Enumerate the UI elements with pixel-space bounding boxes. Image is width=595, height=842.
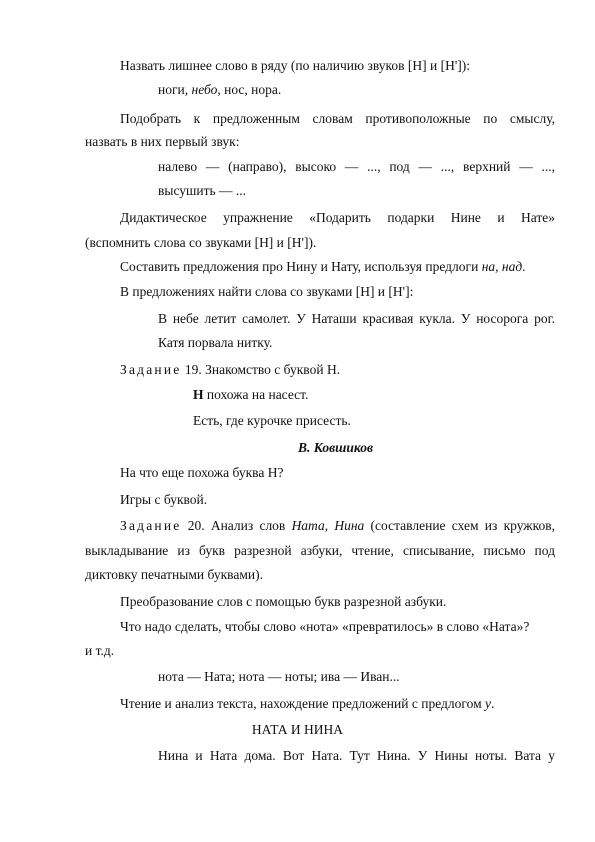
text: 19. Знакомство с буквой Н.: [181, 362, 341, 377]
task-heading: [120, 518, 555, 534]
text: похожа на насест.: [203, 387, 309, 402]
text: диктовку печатными буквами).: [85, 567, 263, 582]
paragraph-line: [120, 111, 555, 127]
text: Что надо сделать, чтобы слово «нота» «превратилось» в слово «Ната»?: [120, 619, 530, 634]
italic-word: Ната, Нина: [291, 518, 365, 533]
task-heading: [120, 362, 340, 378]
text: (составление схем из кружков,: [364, 518, 555, 533]
text: Составить предложения про Нину и Нату, используя предлоги: [120, 259, 482, 274]
text: (вспомнить слова со звуками [Н] и [Н']).: [85, 235, 317, 250]
italic-word: небо: [191, 82, 218, 97]
paragraph-line: [85, 543, 555, 559]
paragraph-line: [120, 259, 526, 275]
text: В небе летит самолет. У Наташи красивая кукла. У носорога рог.: [158, 311, 555, 326]
text: .: [490, 696, 495, 711]
text: .: [522, 259, 526, 274]
example-line: [158, 335, 272, 351]
italic-word: на, над: [481, 259, 523, 274]
text: Катя порвала нитку.: [158, 335, 273, 350]
reading-text-line: [158, 748, 555, 764]
text: Нина и Ната дома. Вот Ната. Тут Нина. У Нины ноты. Вата у: [158, 748, 555, 763]
text: Игры с буквой.: [120, 492, 208, 507]
paragraph-line: [120, 284, 413, 300]
poem-line: [193, 413, 351, 429]
example-line: [158, 311, 555, 327]
italic-word: у: [484, 696, 491, 711]
title-text: НАТА И НИНА: [251, 722, 344, 737]
text: налево — (направо), высоко — ..., под — ..., верхний — ...,: [158, 159, 555, 174]
example-line: [158, 183, 246, 199]
task-line: [120, 58, 470, 74]
example-line: [158, 669, 400, 685]
bold-letter: Н: [193, 387, 204, 402]
paragraph-line: [120, 594, 446, 610]
text: , нос, нора.: [217, 82, 282, 97]
paragraph-line: [85, 235, 316, 251]
text: и т.д.: [85, 643, 115, 658]
paragraph-line: [120, 465, 283, 481]
text: Назвать лишнее слово в ряду (по наличию звуков [Н] и [Н']):: [120, 58, 470, 73]
text: нота — Ната; нота — ноты; ива — Иван...: [158, 669, 400, 684]
task-label: Задание: [120, 362, 182, 377]
text: высушить — ...: [158, 183, 247, 198]
poem-author: [298, 440, 373, 456]
text-title: [0, 722, 595, 738]
text: Дидактическое упражнение «Подарить подарки Нине и Нате»: [120, 210, 555, 225]
text: Преобразование слов с помощью букв разрезной азбуки.: [120, 594, 447, 609]
text: Чтение и анализ текста, нахождение предложений с предлогом: [120, 696, 485, 711]
word-row: [158, 82, 281, 98]
text: Подобрать к предложенным словам противоположные по смыслу,: [120, 111, 555, 126]
paragraph-line: [85, 567, 263, 583]
text: 20. Анализ слов: [181, 518, 292, 533]
paragraph-line: [85, 134, 239, 150]
text: В предложениях найти слова со звуками [Н] и [Н']:: [120, 284, 414, 299]
text: Есть, где курочке присесть.: [193, 413, 351, 428]
text: ноги,: [158, 82, 192, 97]
paragraph-line: [120, 210, 555, 226]
paragraph-line: [120, 696, 494, 712]
task-label: Задание: [120, 518, 182, 533]
paragraph-line: [85, 643, 114, 659]
author-name: В. Ковшиков: [298, 440, 374, 455]
paragraph-line: [120, 492, 207, 508]
text: На что еще похожа буква Н?: [120, 465, 284, 480]
example-line: [158, 159, 555, 175]
text: назвать в них первый звук:: [85, 134, 240, 149]
text: выкладывание из букв разрезной азбуки, чтение, списывание, письмо под: [85, 543, 555, 558]
paragraph-line: [120, 619, 529, 635]
poem-line: [193, 387, 308, 403]
